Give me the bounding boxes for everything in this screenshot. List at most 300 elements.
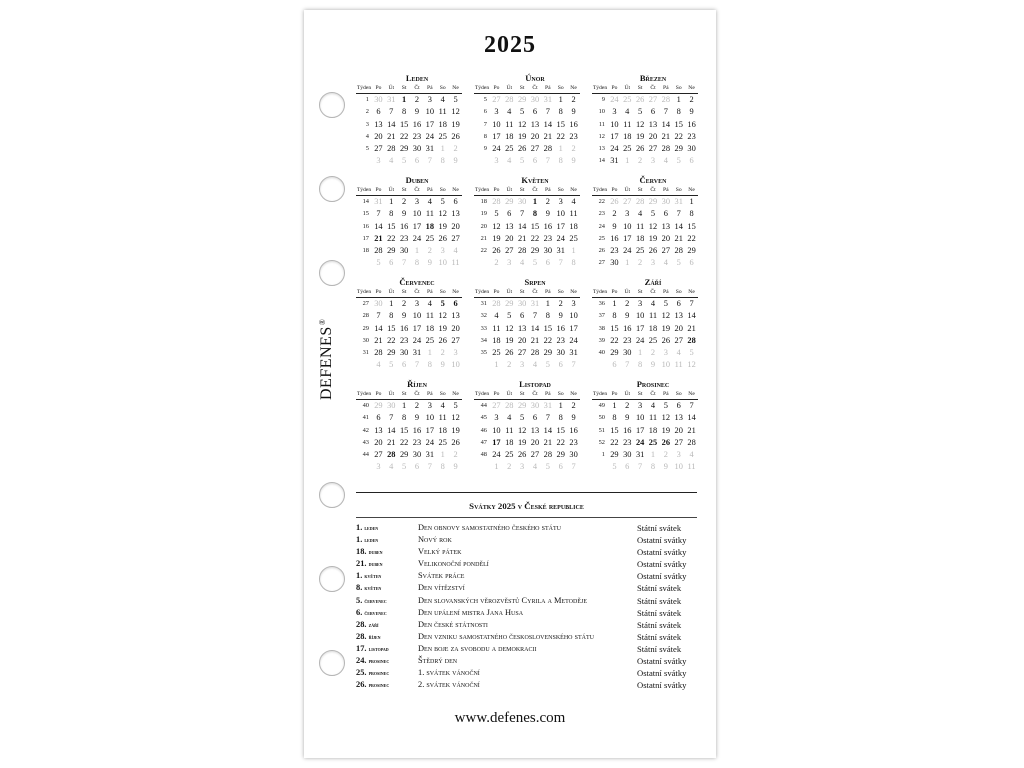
holiday-date <box>356 582 418 594</box>
day-cell: 26 <box>517 450 527 460</box>
day-cell: 7 <box>689 401 694 410</box>
week-number: 15 <box>362 210 369 218</box>
day-cell: 4 <box>625 107 630 117</box>
day-cell: 24 <box>425 437 435 447</box>
day-cell: 21 <box>687 323 696 333</box>
day-cell: 24 <box>569 335 578 345</box>
day-cell: 30 <box>530 401 540 410</box>
holiday-row <box>356 631 701 643</box>
day-cell: 19 <box>438 323 447 333</box>
day-cell: 5 <box>520 107 525 117</box>
day-cell: 14 <box>517 221 527 231</box>
weekday-header: So <box>436 288 449 298</box>
week-number: 52 <box>598 438 605 446</box>
month-name: Duben <box>405 175 429 185</box>
day-cell: 30 <box>569 450 578 460</box>
month-days-grid <box>356 84 462 168</box>
day-cell: 1 <box>612 299 617 308</box>
day-cell: 11 <box>674 360 683 370</box>
week-number: 27 <box>362 300 369 307</box>
day-cell: 4 <box>440 401 445 410</box>
day-cell: 25 <box>569 233 578 243</box>
day-cell: 28 <box>505 401 514 410</box>
holiday-row <box>356 558 701 570</box>
day-cell: 1 <box>427 348 432 358</box>
week-number: 47 <box>480 438 487 446</box>
day-cell: 19 <box>505 335 514 345</box>
day-cell: 7 <box>545 107 550 117</box>
day-cell: 2 <box>689 95 694 104</box>
weekday-header: St <box>516 84 529 94</box>
day-cell: 9 <box>414 107 420 117</box>
week-number: 23 <box>598 210 605 218</box>
week-number: 5 <box>365 145 369 153</box>
holiday-type: Státní svátek <box>637 595 682 606</box>
day-cell: 17 <box>610 131 619 141</box>
day-cell: 2 <box>507 360 512 370</box>
day-cell: 8 <box>414 258 420 268</box>
day-cell: 10 <box>492 425 501 435</box>
holiday-type: Státní svátek <box>637 619 682 630</box>
holiday-day: 18. <box>356 547 367 557</box>
day-cell: 5 <box>545 462 550 472</box>
day-cell: 29 <box>517 95 527 104</box>
day-cell: 13 <box>530 425 540 435</box>
day-cell: 9 <box>558 311 563 321</box>
weekday-header: Čt <box>529 186 542 196</box>
week-number: 16 <box>362 222 369 230</box>
day-cell: 6 <box>389 258 394 268</box>
day-cell: 29 <box>505 299 514 308</box>
day-cell: 17 <box>425 425 435 435</box>
day-cell: 10 <box>569 311 578 321</box>
week-column-header: Týden <box>474 84 490 94</box>
holiday-day: 21. <box>356 559 367 569</box>
day-cell: 26 <box>438 335 447 345</box>
month-name: Říjen <box>407 379 427 389</box>
holiday-date <box>356 607 418 619</box>
day-cell: 26 <box>492 246 501 256</box>
day-cell: 22 <box>556 131 565 141</box>
day-cell: 8 <box>402 413 407 423</box>
day-cell: 3 <box>612 107 617 117</box>
day-cell: 28 <box>374 246 383 256</box>
day-cell: 1 <box>545 299 550 308</box>
day-cell: 19 <box>661 323 671 333</box>
day-cell: 26 <box>635 95 645 104</box>
day-cell: 22 <box>556 437 565 447</box>
day-cell: 6 <box>532 107 538 117</box>
day-cell: 6 <box>507 209 512 219</box>
day-cell: 5 <box>545 360 550 370</box>
day-cell: 27 <box>451 335 460 345</box>
day-cell: 20 <box>648 131 658 141</box>
day-cell: 13 <box>674 413 683 423</box>
day-cell: 21 <box>387 131 396 141</box>
month-calendar <box>592 72 698 168</box>
week-number: 1 <box>601 451 605 459</box>
day-cell: 18 <box>623 131 632 141</box>
weekday-header: Pá <box>541 84 554 94</box>
day-cell: 30 <box>556 348 565 358</box>
week-number: 26 <box>598 247 605 255</box>
day-cell: 1 <box>402 95 407 104</box>
week-number: 14 <box>598 157 605 165</box>
day-cell: 25 <box>505 144 514 154</box>
holiday-type: Ostatní svátky <box>637 547 687 558</box>
weekday-header: Po <box>608 390 621 400</box>
week-column-header: Týden <box>356 288 372 298</box>
day-cell: 10 <box>412 311 422 321</box>
holiday-type: Státní svátek <box>637 523 682 533</box>
day-cell: 23 <box>412 131 422 141</box>
website-url[interactable]: www.defenes.com <box>454 710 566 726</box>
weekday-header: Ne <box>685 84 698 94</box>
holiday-row <box>356 570 701 582</box>
day-cell: 28 <box>674 246 683 256</box>
day-cell: 4 <box>520 258 525 268</box>
day-cell: 24 <box>412 233 422 243</box>
calendar-year: 2025 <box>484 32 536 58</box>
day-cell: 5 <box>494 209 499 219</box>
day-cell: 2 <box>638 258 643 268</box>
day-cell: 20 <box>530 131 540 141</box>
day-cell: 16 <box>623 425 632 435</box>
day-cell: 22 <box>674 131 683 141</box>
holidays-title: Svátky 2025 v České republice <box>469 501 584 511</box>
day-cell: 12 <box>661 311 671 321</box>
day-cell: 10 <box>635 413 645 423</box>
week-number <box>592 359 608 371</box>
day-cell: 16 <box>569 119 578 129</box>
day-cell: 21 <box>374 335 383 345</box>
month-name: Prosinec <box>636 379 670 389</box>
day-cell: 28 <box>387 144 396 154</box>
day-cell: 11 <box>505 425 514 435</box>
day-cell: 3 <box>376 156 381 166</box>
holiday-month: prosinec <box>368 670 390 678</box>
day-cell: 18 <box>505 131 514 141</box>
day-cell: 29 <box>687 246 696 256</box>
day-cell: 27 <box>451 233 460 243</box>
day-cell: 13 <box>451 311 460 321</box>
day-cell: 9 <box>453 156 458 166</box>
weekday-header: Ne <box>567 84 580 94</box>
weekday-header: So <box>554 186 567 196</box>
day-cell: 1 <box>440 450 445 460</box>
day-cell: 20 <box>374 437 383 447</box>
day-cell: 18 <box>635 233 645 243</box>
day-cell: 6 <box>650 107 656 117</box>
weekday-header: Út <box>621 186 634 196</box>
week-number: 41 <box>362 414 369 422</box>
day-cell: 6 <box>663 209 668 219</box>
holiday-day: 1. <box>356 535 363 545</box>
weekday-header: Út <box>621 288 634 298</box>
month-days-grid <box>474 288 580 372</box>
day-cell: 2 <box>571 95 576 104</box>
day-cell: 6 <box>612 360 617 370</box>
day-cell: 24 <box>412 335 422 345</box>
day-cell: 7 <box>376 209 381 219</box>
day-cell: 4 <box>427 197 432 206</box>
punch-hole <box>319 92 345 118</box>
weekday-header: Ne <box>567 186 580 196</box>
holiday-row <box>356 582 701 594</box>
day-cell: 29 <box>648 197 658 206</box>
brand-name: DEFENES <box>318 326 335 400</box>
holiday-date <box>356 643 418 655</box>
week-column-header: Týden <box>592 186 608 196</box>
day-cell: 25 <box>648 335 658 345</box>
day-cell: 16 <box>412 425 422 435</box>
day-cell: 25 <box>438 437 447 447</box>
day-cell: 8 <box>427 360 432 370</box>
day-cell: 6 <box>558 360 563 370</box>
day-cell: 3 <box>453 348 458 358</box>
weekday-header: Po <box>608 84 621 94</box>
day-cell: 30 <box>374 95 383 104</box>
day-cell: 14 <box>543 119 553 129</box>
day-cell: 27 <box>530 144 540 154</box>
holiday-month: listopad <box>368 645 389 653</box>
day-cell: 28 <box>387 450 396 460</box>
holiday-type: Ostatní svátky <box>637 559 687 570</box>
month-days-grid <box>592 390 698 474</box>
day-cell: 26 <box>451 131 460 141</box>
day-cell: 7 <box>427 156 432 166</box>
holiday-row <box>356 546 701 558</box>
week-number: 33 <box>480 324 487 332</box>
month-days-grid <box>474 84 580 168</box>
day-cell: 30 <box>517 197 527 206</box>
weekday-header: So <box>554 288 567 298</box>
week-number: 1 <box>365 96 369 103</box>
day-cell: 10 <box>556 209 565 219</box>
day-cell: 19 <box>648 233 658 243</box>
holiday-date <box>356 595 418 607</box>
holiday-month: květen <box>364 573 382 581</box>
day-cell: 8 <box>689 209 694 219</box>
day-cell: 1 <box>532 197 538 206</box>
weekday-header: St <box>398 186 411 196</box>
day-cell: 28 <box>661 144 671 154</box>
day-cell: 31 <box>387 95 396 104</box>
day-cell: 15 <box>387 221 396 231</box>
day-cell: 10 <box>635 311 645 321</box>
day-cell: 29 <box>517 401 527 410</box>
holiday-day: 1. <box>356 523 363 532</box>
day-cell: 19 <box>451 425 460 435</box>
week-number: 9 <box>601 96 605 103</box>
month-calendar <box>356 174 462 270</box>
day-cell: 2 <box>414 401 420 410</box>
holiday-name: Štědrý den <box>418 656 458 666</box>
day-cell: 12 <box>492 221 501 231</box>
weekday-header: Čt <box>647 390 660 400</box>
day-cell: 31 <box>425 450 435 460</box>
day-cell: 1 <box>494 360 499 370</box>
day-cell: 20 <box>530 437 540 447</box>
week-number: 46 <box>480 426 487 434</box>
day-cell: 3 <box>427 95 432 104</box>
week-number: 44 <box>480 402 487 409</box>
day-cell: 10 <box>674 462 683 472</box>
weekday-header: Po <box>372 186 385 196</box>
day-cell: 2 <box>507 462 512 472</box>
day-cell: 4 <box>507 107 512 117</box>
day-cell: 23 <box>556 335 565 345</box>
day-cell: 3 <box>520 360 525 370</box>
day-cell: 3 <box>494 413 499 423</box>
weekday-header: Pá <box>541 186 554 196</box>
day-cell: 27 <box>505 246 514 256</box>
day-cell: 12 <box>451 413 460 423</box>
day-cell: 14 <box>543 425 553 435</box>
day-cell: 13 <box>661 221 671 231</box>
day-cell: 29 <box>556 450 565 460</box>
day-cell: 25 <box>648 437 658 447</box>
holiday-type: Státní svátek <box>637 643 682 654</box>
day-cell: 20 <box>374 131 383 141</box>
day-cell: 5 <box>676 258 681 268</box>
day-cell: 21 <box>674 233 683 243</box>
day-cell: 30 <box>623 450 632 460</box>
day-cell: 4 <box>571 197 576 206</box>
day-cell: 2 <box>625 299 630 308</box>
day-cell: 5 <box>612 462 617 472</box>
week-number <box>356 155 372 167</box>
week-number: 25 <box>598 234 605 242</box>
day-cell: 8 <box>440 156 445 166</box>
day-cell: 15 <box>399 119 409 129</box>
weekday-header: Čt <box>411 390 424 400</box>
week-number: 51 <box>598 426 605 434</box>
weekday-header: Pá <box>423 288 436 298</box>
day-cell: 30 <box>530 95 540 104</box>
week-column-header: Týden <box>592 288 608 298</box>
day-cell: 28 <box>374 348 383 358</box>
weekday-header: Čt <box>411 288 424 298</box>
weekday-header: Pá <box>659 288 672 298</box>
day-cell: 25 <box>623 95 632 104</box>
day-cell: 31 <box>374 197 383 206</box>
day-cell: 12 <box>505 323 514 333</box>
weekday-header: So <box>672 390 685 400</box>
day-cell: 25 <box>425 335 435 345</box>
week-number: 2 <box>365 108 369 116</box>
week-number: 34 <box>480 336 487 344</box>
week-number: 48 <box>480 451 487 459</box>
holiday-name: Den vítězství <box>418 583 465 593</box>
day-cell: 5 <box>638 107 643 117</box>
week-number: 35 <box>480 349 487 357</box>
day-cell: 5 <box>440 299 445 308</box>
day-cell: 3 <box>625 209 630 219</box>
day-cell: 8 <box>402 107 407 117</box>
day-cell: 8 <box>545 311 550 321</box>
day-cell: 11 <box>425 311 434 321</box>
day-cell: 26 <box>635 144 645 154</box>
day-cell: 3 <box>650 258 656 268</box>
day-cell: 6 <box>676 299 681 308</box>
day-cell: 30 <box>399 246 409 256</box>
day-cell: 27 <box>648 95 658 104</box>
holiday-name: Den obnovy samostatného českého státu <box>418 523 561 532</box>
day-cell: 5 <box>532 258 538 268</box>
day-cell: 2 <box>638 156 643 166</box>
day-cell: 9 <box>625 311 630 321</box>
day-cell: 4 <box>676 348 681 358</box>
day-cell: 19 <box>517 131 527 141</box>
week-number: 14 <box>362 198 369 205</box>
day-cell: 2 <box>545 197 550 206</box>
day-cell: 9 <box>571 156 576 166</box>
day-cell: 10 <box>610 119 619 129</box>
day-cell: 8 <box>571 258 576 268</box>
day-cell: 29 <box>530 246 540 256</box>
week-number: 12 <box>598 132 605 140</box>
day-cell: 3 <box>650 156 656 166</box>
weekday-header: Ne <box>685 288 698 298</box>
day-cell: 18 <box>438 119 447 129</box>
week-number: 27 <box>598 259 605 267</box>
holiday-day: 8. <box>356 583 363 593</box>
day-cell: 29 <box>610 348 619 358</box>
day-cell: 8 <box>558 156 563 166</box>
day-cell: 6 <box>376 107 381 117</box>
day-cell: 6 <box>414 156 420 166</box>
holiday-month: leden <box>364 537 379 545</box>
day-cell: 7 <box>376 311 381 321</box>
day-cell: 1 <box>625 258 630 268</box>
day-cell: 1 <box>689 197 694 206</box>
day-cell: 27 <box>648 144 658 154</box>
holiday-date <box>356 570 418 582</box>
holiday-row <box>356 679 701 691</box>
week-number: 31 <box>362 349 369 357</box>
day-cell: 24 <box>635 437 645 447</box>
holiday-month: duben <box>368 561 383 569</box>
day-cell: 2 <box>414 95 420 104</box>
day-cell: 5 <box>402 462 407 472</box>
month-name: Červenec <box>399 277 435 287</box>
holiday-month: červenec <box>364 597 387 605</box>
day-cell: 31 <box>569 348 578 358</box>
day-cell: 17 <box>556 221 565 231</box>
weekday-header: St <box>398 84 411 94</box>
day-cell: 7 <box>402 258 407 268</box>
holiday-row <box>356 522 701 534</box>
week-column-header: Týden <box>474 186 490 196</box>
weekday-header: Po <box>490 186 503 196</box>
day-cell: 4 <box>663 156 668 166</box>
day-cell: 17 <box>635 323 645 333</box>
day-cell: 4 <box>532 462 538 472</box>
day-cell: 3 <box>638 299 643 308</box>
day-cell: 11 <box>636 221 645 231</box>
weekday-header: Pá <box>423 84 436 94</box>
day-cell: 5 <box>520 156 525 166</box>
week-number: 24 <box>598 222 605 230</box>
day-cell: 31 <box>674 197 683 206</box>
day-cell: 7 <box>571 360 576 370</box>
weekday-header: Út <box>503 288 516 298</box>
day-cell: 8 <box>558 413 563 423</box>
day-cell: 26 <box>438 233 447 243</box>
week-number: 50 <box>598 414 605 422</box>
day-cell: 9 <box>440 360 445 370</box>
